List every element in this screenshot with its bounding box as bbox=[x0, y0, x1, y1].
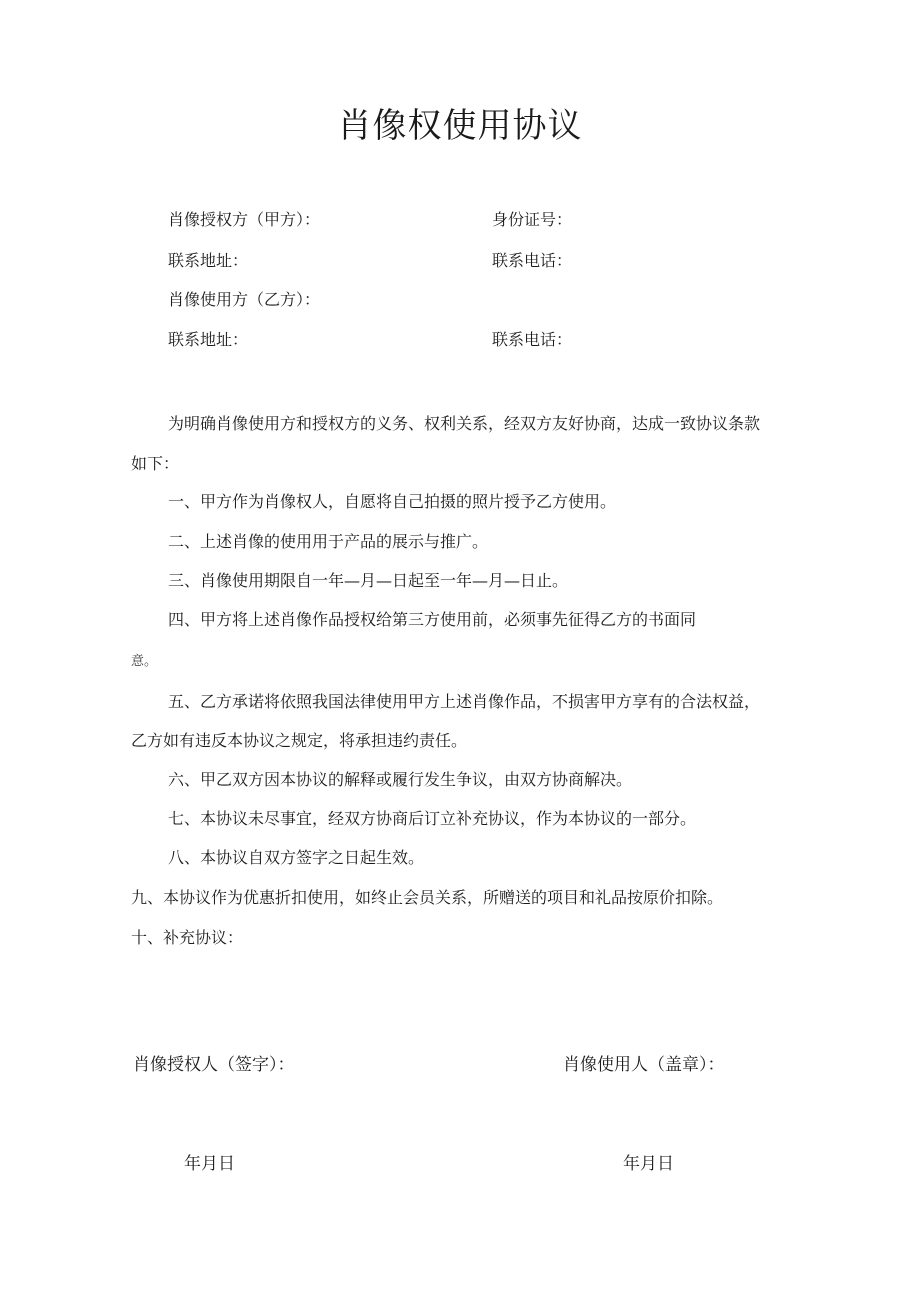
clause-6: 六、甲乙双方因本协议的解释或履行发生争议，由双方协商解决。 bbox=[168, 770, 633, 789]
clause-4-line2: 意。 bbox=[131, 654, 158, 669]
party-b-address-label: 联系地址： bbox=[168, 330, 249, 349]
party-a-address-label: 联系地址： bbox=[168, 251, 249, 270]
clause-4-line1: 四、甲方将上述肖像作品授权给第三方使用前，必须事先征得乙方的书面同 bbox=[168, 610, 697, 629]
clause-5-line1: 五、乙方承诺将依照我国法律使用甲方上述肖像作品，不损害甲方享有的合法权益， bbox=[168, 692, 761, 711]
document-title: 肖像权使用协议 bbox=[337, 106, 583, 146]
clause-3: 三、肖像使用期限自一年—月—日起至一年—月—日止。 bbox=[168, 571, 569, 590]
id-number-label: 身份证号： bbox=[492, 210, 573, 229]
clause-1: 一、甲方作为肖像权人，自愿将自己拍摄的照片授予乙方使用。 bbox=[168, 492, 617, 511]
intro-paragraph-line1: 为明确肖像使用方和授权方的义务、权利关系，经双方友好协商，达成一致协议条款 bbox=[168, 414, 761, 433]
intro-paragraph-line2: 如下： bbox=[131, 454, 180, 473]
clause-5-line2: 乙方如有违反本协议之规定，将承担违约责任。 bbox=[131, 731, 468, 750]
party-a-phone-label: 联系电话： bbox=[492, 251, 573, 270]
user-seal-label: 肖像使用人（盖章）： bbox=[563, 1055, 725, 1075]
user-date-label: 年月日 bbox=[623, 1154, 674, 1174]
grantor-signature-label: 肖像授权人（签字）： bbox=[133, 1055, 295, 1075]
party-b-label: 肖像使用方（乙方）： bbox=[168, 290, 321, 309]
clause-2: 二、上述肖像的使用用于产品的展示与推广。 bbox=[168, 532, 489, 551]
party-a-label: 肖像授权方（甲方）： bbox=[168, 210, 321, 229]
party-b-phone-label: 联系电话： bbox=[492, 330, 573, 349]
clause-9: 九、本协议作为优惠折扣使用，如终止会员关系，所赠送的项目和礼品按原价扣除。 bbox=[131, 888, 724, 907]
grantor-date-label: 年月日 bbox=[184, 1154, 235, 1174]
clause-7: 七、本协议未尽事宜，经双方协商后订立补充协议，作为本协议的一部分。 bbox=[168, 809, 697, 828]
clause-10: 十、补充协议： bbox=[131, 928, 244, 947]
clause-8: 八、本协议自双方签字之日起生效。 bbox=[168, 848, 425, 867]
